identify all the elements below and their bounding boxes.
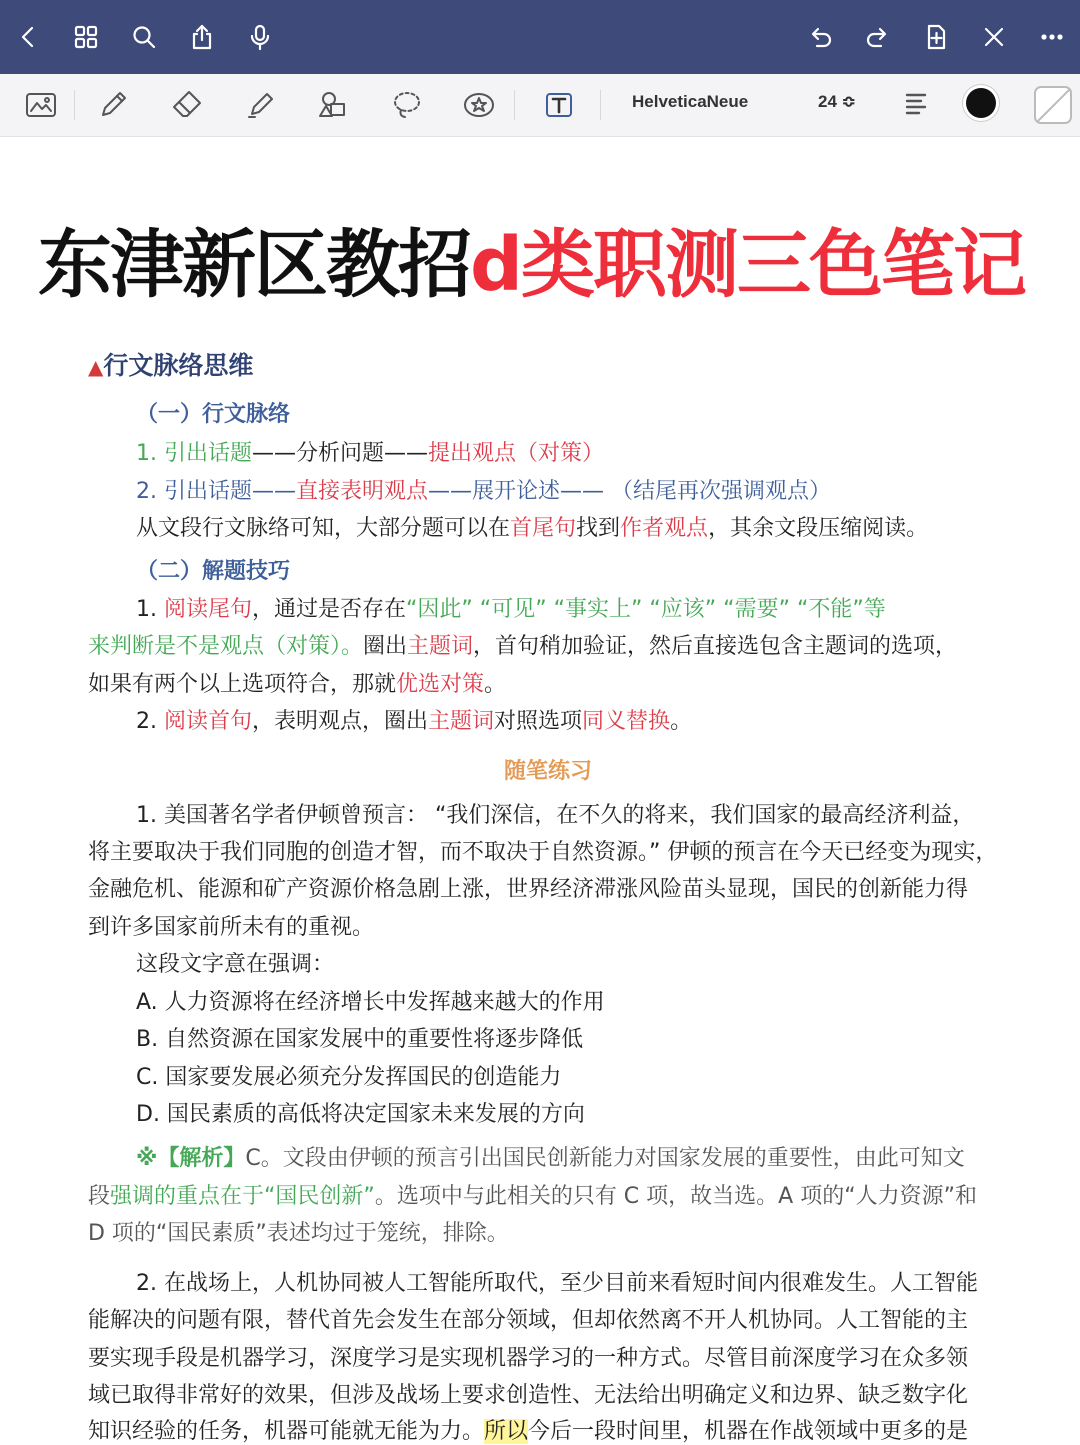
share-icon[interactable]	[180, 15, 224, 59]
green-text: “因此” “可见” “事实上” “应该” “需要” “不能”等	[406, 597, 886, 622]
heading-text: 行文脉络思维	[103, 351, 254, 380]
plain-text: 从文段行文脉络可知，大部分题可以在	[136, 516, 511, 541]
highlighted-text: 所以	[484, 1419, 529, 1444]
plain-text: C。文段由伊顿的预言引出国民创新能力对国家发展的重要性，由此可知文	[245, 1146, 965, 1171]
red-text: 主题词	[407, 634, 474, 659]
triangle-icon: ▲	[88, 355, 104, 379]
option-a: A. 人力资源将在经济增长中发挥越来越大的作用	[136, 990, 605, 1015]
option-c: C. 国家要发展必须充分发挥国民的创造能力	[136, 1065, 562, 1090]
plain-text: ——分析问题——	[251, 441, 428, 466]
question-2-text: 2. 在战场上，人机协同被人工智能所取代，至少目前来看短时间内很难发生。人工智能	[136, 1271, 978, 1296]
plain-text: 知识经验的任务，机器可能就无能为力。	[88, 1419, 485, 1444]
text-line	[136, 592, 886, 623]
question-1-text: 1. 美国著名学者伊顿曾预言： “我们深信，在不久的将来，我们国家的最高经济利益，	[136, 803, 975, 828]
option-b: B. 自然资源在国家发展中的重要性将逐步降低	[136, 1027, 584, 1052]
red-text: 首尾句	[510, 516, 577, 541]
blue-text: 2. 引出话题——	[136, 479, 296, 504]
color-picker[interactable]	[966, 88, 996, 118]
plain-text: ，通过是否存在	[252, 597, 407, 622]
red-text: 提出观点（对策）	[428, 441, 605, 466]
redo-icon[interactable]	[856, 15, 900, 59]
green-text: 强调的重点在于“国民创新”	[110, 1184, 375, 1209]
plain-text: 对照选项	[494, 709, 583, 734]
question-2-text: 域已取得非常好的效果，但涉及战场上要求创造性、无法给出明确定义和边界、缺乏数字化	[88, 1383, 969, 1408]
add-page-icon[interactable]	[914, 15, 958, 59]
text-line	[136, 511, 928, 542]
text-line	[136, 474, 831, 505]
green-text: 来判断是不是观点（对策）。	[88, 634, 364, 659]
no-fill-toggle[interactable]	[1034, 86, 1072, 124]
red-text: 直接表明观点	[295, 479, 428, 504]
plain-text: 段	[88, 1184, 111, 1209]
plain-text: 2.	[136, 709, 164, 734]
red-text: 作者观点	[620, 516, 709, 541]
font-size-selector[interactable]: 24 ≎	[818, 92, 856, 111]
blue-text: ——展开论述—— （结尾再次强调观点）	[428, 479, 831, 504]
sticker-icon[interactable]	[456, 82, 502, 128]
red-text: 阅读首句	[163, 709, 252, 734]
plain-text: 。	[670, 709, 693, 734]
question-2-text: 能解决的问题有限，替代首先会发生在部分领域，但却依然离不开人机协同。人工智能的主	[88, 1308, 969, 1333]
text-line	[88, 667, 506, 698]
shapes-icon[interactable]	[310, 82, 356, 128]
close-icon[interactable]	[972, 15, 1016, 59]
plain-text: 圈出	[363, 634, 408, 659]
practice-heading: 随笔练习	[504, 759, 593, 784]
microphone-icon[interactable]	[238, 15, 282, 59]
question-1-text: 到许多国家前所未有的重视。	[88, 915, 375, 940]
section-heading	[88, 346, 253, 382]
image-icon[interactable]	[18, 82, 64, 128]
more-icon[interactable]	[1030, 15, 1074, 59]
plain-text: 1.	[136, 597, 164, 622]
plain-text: 。	[484, 672, 507, 697]
plain-text: ，其余文段压缩阅读。	[708, 516, 929, 541]
page-title	[38, 206, 1025, 312]
undo-icon[interactable]	[798, 15, 842, 59]
separator	[74, 90, 75, 120]
question-2-text: 要实现手段是机器学习，深度学习是实现机器学习的一种方式。尽管目前深度学习在众多领	[88, 1346, 969, 1371]
eraser-icon[interactable]	[164, 82, 210, 128]
plain-text: ，首句稍加验证，然后直接选包含主题词的选项，	[473, 634, 958, 659]
separator	[600, 90, 601, 120]
text-line	[136, 704, 692, 735]
question-1-text: 金融危机、能源和矿产资源价格急剧上涨，世界经济滞涨风险苗头显现，国民的创新能力得	[88, 877, 969, 902]
text-line	[88, 629, 957, 660]
analysis-label: ※【解析】	[136, 1146, 246, 1171]
text-tool-icon[interactable]	[536, 82, 582, 128]
question-prompt: 这段文字意在强调：	[136, 952, 335, 977]
plain-text: 找到	[576, 516, 621, 541]
grid-icon[interactable]	[64, 15, 108, 59]
title-black-part: 东津新区教招	[38, 222, 470, 308]
back-icon[interactable]	[6, 15, 50, 59]
question-1-text: 将主要取决于我们同胞的创造才智，而不取决于自然资源。” 伊顿的预言在今天已经变为现实，	[88, 840, 998, 865]
top-navigation-bar	[0, 0, 1080, 74]
align-icon[interactable]	[894, 80, 940, 126]
question-2-text	[88, 1414, 968, 1445]
plain-text: 今后一段时间里，机器在作战领域中更多的是	[528, 1419, 969, 1444]
lasso-icon[interactable]	[384, 82, 430, 128]
plain-text: ，表明观点，圈出	[252, 709, 429, 734]
red-text: 优选对策	[396, 672, 485, 697]
pen-icon[interactable]	[90, 82, 136, 128]
highlighter-icon[interactable]	[238, 82, 284, 128]
plain-text: 。选项中与此相关的只有 C 项，故当选。A 项的“人力资源”和	[374, 1184, 977, 1209]
text-line	[136, 436, 604, 467]
analysis-line: D 项的“国民素质”表述均过于笼统，排除。	[88, 1221, 509, 1246]
separator	[514, 90, 515, 120]
font-name-selector[interactable]: HelveticaNeue	[632, 92, 749, 111]
option-d: D. 国民素质的高低将决定国家未来发展的方向	[136, 1102, 585, 1127]
plain-text: 如果有两个以上选项符合，那就	[88, 672, 397, 697]
subheading-1: （一）行文脉络	[136, 402, 291, 427]
subheading-2: （二）解题技巧	[136, 559, 291, 584]
red-text: 阅读尾句	[163, 597, 252, 622]
analysis-line	[88, 1179, 977, 1210]
title-red-part: d类职测三色笔记	[470, 222, 1025, 308]
analysis-line	[136, 1141, 965, 1172]
search-icon[interactable]	[122, 15, 166, 59]
red-text: 主题词	[428, 709, 495, 734]
red-text: 同义替换	[582, 709, 671, 734]
green-text: 1. 引出话题	[136, 441, 252, 466]
